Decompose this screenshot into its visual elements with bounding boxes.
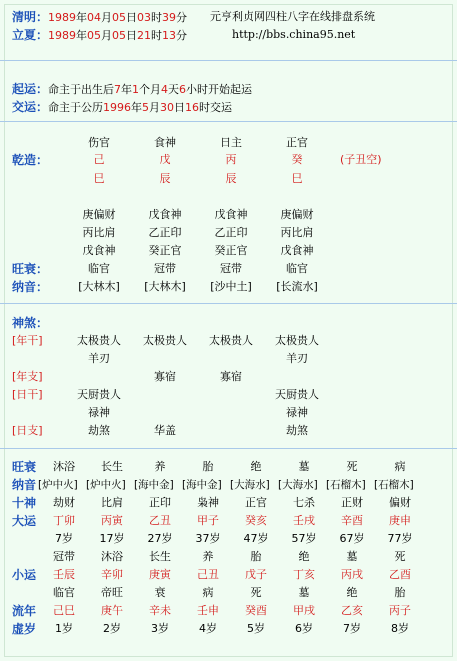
dayun-changsheng: 胎 [250, 550, 262, 563]
bazi-wangshuai: 冠带 [220, 262, 242, 275]
dayun-changsheng: 死 [394, 550, 406, 563]
dayun-ganzhi: 辛酉 [341, 514, 363, 527]
shensha-item: 寡宿 [220, 370, 242, 383]
liunian-ganzhi: 癸酉 [245, 604, 267, 617]
dayun-ganzhi: 壬戌 [293, 514, 315, 527]
value-text: 月 [101, 11, 113, 24]
value-number: 1 [132, 83, 140, 96]
nian-zhi-label: [年支] [12, 370, 43, 383]
xiaoyun-sub: 墓 [298, 586, 310, 599]
nian-gan-label: [年干] [12, 334, 43, 347]
xusui-age: 1岁 [55, 622, 73, 635]
bazi-label: 乾造： [12, 153, 49, 167]
xiaoyun-ganzhi: 庚寅 [149, 568, 171, 581]
value-number: 7 [114, 83, 122, 96]
dayun-age: 37岁 [195, 532, 221, 545]
shensha-item: 华盖 [154, 424, 176, 437]
value-number: 04 [87, 11, 102, 24]
dayun-nayin: [炉中火] [38, 479, 78, 491]
xiaoyun-sub: 死 [250, 586, 262, 599]
value-text: 年 [76, 11, 88, 24]
xiaoyun-ganzhi: 壬辰 [53, 568, 75, 581]
value-number: 13 [162, 29, 177, 42]
bazi-canggan: 戊食神 [280, 244, 314, 257]
shensha-item: 羊刃 [286, 352, 308, 365]
shensha-item: 太极贵人 [143, 334, 187, 347]
xusui-age: 4岁 [199, 622, 217, 635]
value-text: 时交运 [199, 101, 233, 114]
shensha-item: 劫煞 [88, 424, 110, 437]
shensha-item: 寡宿 [154, 370, 176, 383]
xiaoyun-ganzhi: 己丑 [197, 568, 219, 581]
bazi-canggan: 丙比肩 [82, 226, 116, 239]
dayun-wangshuai: 养 [154, 460, 166, 473]
dayun-ganzhi: 癸亥 [245, 514, 267, 527]
dayun-shishen: 正财 [341, 496, 363, 509]
bazi-zhi: 巳 [93, 172, 105, 185]
dayun-nayin: [石榴木] [374, 479, 414, 491]
xusui-age: 3岁 [151, 622, 169, 635]
dayun-age: 17岁 [99, 532, 125, 545]
value-text: 年 [76, 29, 88, 42]
xiaoyun-ganzhi: 戊子 [245, 568, 267, 581]
shensha-item: 太极贵人 [209, 334, 253, 347]
ri-zhi-label: [日支] [12, 424, 43, 437]
dayun-nayin: [海中金] [182, 479, 222, 491]
bazi-canggan: 乙正印 [148, 226, 182, 239]
dayun-ganzhi: 甲子 [197, 514, 219, 527]
xusui-age: 7岁 [343, 622, 361, 635]
bazi-canggan: 戊食神 [148, 208, 182, 221]
value-number: 1989 [48, 11, 77, 24]
lixia-time [48, 29, 187, 42]
liunian-ganzhi: 辛未 [149, 604, 171, 617]
dayun-shishen: 正印 [149, 496, 171, 509]
bazi-zhi: 辰 [225, 172, 237, 185]
dayun-nayin: [海中金] [134, 479, 174, 491]
value-text: 命主于公历 [48, 101, 104, 114]
dayun-wangshuai: 墓 [298, 460, 310, 473]
value-text: 时 [151, 29, 163, 42]
dayun-wangshuai: 死 [346, 460, 358, 473]
dayun-changsheng: 长生 [149, 550, 171, 563]
site-url[interactable]: http://bbs.china95.net [232, 28, 356, 41]
xiaoyun-ganzhi: 丁亥 [293, 568, 315, 581]
ri-gan-label: [日干] [12, 388, 43, 401]
bazi-wangshuai: 临官 [286, 262, 308, 275]
dayun-nayin: [大海水] [230, 479, 270, 491]
dayun-nayin: [大海水] [278, 479, 318, 491]
value-number: 39 [162, 11, 177, 24]
bazi-shishen: 日主 [220, 136, 242, 149]
shensha-item: 太极贵人 [77, 334, 121, 347]
xusui-age: 2岁 [103, 622, 121, 635]
value-number: 05 [87, 29, 102, 42]
dayun-age: 67岁 [339, 532, 365, 545]
value-number: 05 [112, 11, 127, 24]
xusui-age: 5岁 [247, 622, 265, 635]
site-title: 元亨利贞网四柱八字在线排盘系统 [210, 10, 375, 23]
value-text: 年 [131, 101, 143, 114]
bazi-canggan: 戊食神 [214, 208, 248, 221]
dayun-ganzhi: 乙丑 [149, 514, 171, 527]
value-text: 分 [176, 11, 188, 24]
dayun-wangshuai: 沐浴 [53, 460, 75, 473]
bazi-zhi: 辰 [159, 172, 171, 185]
row-label: 虚岁 [12, 622, 37, 636]
dayun-wangshuai: 长生 [101, 460, 123, 473]
shensha-title: 神煞： [12, 316, 49, 330]
value-number: 1996 [103, 101, 132, 114]
bazi-canggan: 癸正官 [148, 244, 182, 257]
row-label: 大运 [12, 514, 37, 528]
qiyun-text [48, 83, 252, 96]
wangshuai-label: 旺衰： [12, 262, 49, 276]
xiaoyun-sub: 病 [202, 586, 214, 599]
value-text: 日 [174, 101, 186, 114]
dayun-changsheng: 沐浴 [101, 550, 123, 563]
kongwang: (子丑空) [340, 153, 382, 166]
dayun-age: 7岁 [55, 532, 73, 545]
value-number: 21 [137, 29, 152, 42]
value-text: 命主于出生后 [48, 83, 115, 96]
dayun-shishen: 正官 [245, 496, 267, 509]
bazi-wangshuai: 冠带 [154, 262, 176, 275]
dayun-changsheng: 养 [202, 550, 214, 563]
value-text: 日 [126, 11, 138, 24]
dayun-shishen: 比肩 [101, 496, 123, 509]
dayun-shishen: 枭神 [197, 496, 219, 509]
value-text: 天 [168, 83, 180, 96]
jiaoyun-text [48, 101, 232, 114]
qingming-label: 清明 [12, 10, 37, 24]
bazi-gan: 癸 [291, 153, 303, 166]
value-text: 个月 [139, 83, 162, 96]
xiaoyun-sub: 衰 [154, 586, 166, 599]
value-number: 6 [179, 83, 187, 96]
value-text: 日 [126, 29, 138, 42]
shensha-item: 羊刃 [88, 352, 110, 365]
value-number: 30 [160, 101, 175, 114]
dayun-shishen: 七杀 [293, 496, 315, 509]
value-text: 年 [121, 83, 133, 96]
dayun-changsheng: 冠带 [53, 550, 75, 563]
bazi-canggan: 庚偏财 [280, 208, 314, 221]
dayun-changsheng: 绝 [298, 550, 310, 563]
bazi-canggan: 丙比肩 [280, 226, 314, 239]
qiyun-row: 起运：命主于出生后7年1个月4天6小时开始起运 [12, 82, 253, 96]
jiaoyun-label: 交运 [12, 100, 37, 114]
value-text: 小时开始起运 [186, 83, 253, 96]
dayun-shishen: 偏财 [389, 496, 411, 509]
bazi-nayin: [大林木] [144, 280, 186, 293]
bazi-canggan: 庚偏财 [82, 208, 116, 221]
dayun-shishen: 劫财 [53, 496, 75, 509]
dayun-ganzhi: 丙寅 [101, 514, 123, 527]
separator [0, 60, 457, 61]
bazi-gan: 丙 [225, 153, 237, 166]
liunian-ganzhi: 庚午 [101, 604, 123, 617]
xiaoyun-sub: 帝旺 [101, 586, 123, 599]
dayun-changsheng: 墓 [346, 550, 358, 563]
xiaoyun-sub: 绝 [346, 586, 358, 599]
dayun-ganzhi: 丁卯 [53, 514, 75, 527]
dayun-age: 27岁 [147, 532, 173, 545]
value-number: 16 [185, 101, 200, 114]
value-text: 分 [176, 29, 188, 42]
bazi-zhi: 巳 [291, 172, 303, 185]
xusui-age: 6岁 [295, 622, 313, 635]
bazi-nayin: [大林木] [78, 280, 120, 293]
row-label: 十神 [12, 496, 37, 510]
shensha-item: 太极贵人 [275, 334, 319, 347]
separator [0, 121, 457, 122]
xiaoyun-ganzhi: 丙戌 [341, 568, 363, 581]
liunian-ganzhi: 己巳 [53, 604, 75, 617]
shensha-item: 天厨贵人 [275, 388, 319, 401]
liunian-ganzhi: 乙亥 [341, 604, 363, 617]
separator [0, 303, 457, 304]
row-label: 旺衰 [12, 460, 37, 474]
lixia-label: 立夏 [12, 28, 37, 42]
qingming-time [48, 11, 187, 24]
value-number: 5 [142, 101, 150, 114]
xusui-age: 8岁 [391, 622, 409, 635]
row-label: 流年 [12, 604, 37, 618]
value-number: 05 [112, 29, 127, 42]
xiaoyun-sub: 胎 [394, 586, 406, 599]
bazi-wangshuai: 临官 [88, 262, 110, 275]
dayun-nayin: [炉中火] [86, 479, 126, 491]
bazi-nayin: [长流水] [276, 280, 318, 293]
dayun-ganzhi: 庚申 [389, 514, 411, 527]
row-label: 纳音 [12, 478, 37, 492]
bazi-shishen: 正官 [286, 136, 308, 149]
liunian-ganzhi: 壬申 [197, 604, 219, 617]
qingming-row: 清明：1989年04月05日03时39分 [12, 10, 188, 24]
bazi-shishen: 伤官 [88, 136, 110, 149]
dayun-nayin: [石榴木] [326, 479, 366, 491]
nayin-label: 纳音： [12, 280, 49, 294]
value-text: 月 [101, 29, 113, 42]
lixia-row: 立夏：1989年05月05日21时13分 [12, 28, 188, 42]
liunian-ganzhi: 丙子 [389, 604, 411, 617]
jiaoyun-row: 交运：命主于公历1996年5月30日16时交运 [12, 100, 233, 114]
value-number: 1989 [48, 29, 77, 42]
shensha-item: 劫煞 [286, 424, 308, 437]
xiaoyun-ganzhi: 辛卯 [101, 568, 123, 581]
value-number: 03 [137, 11, 152, 24]
bazi-canggan: 癸正官 [214, 244, 248, 257]
value-text: 时 [151, 11, 163, 24]
shensha-item: 天厨贵人 [77, 388, 121, 401]
bazi-gan: 己 [93, 153, 105, 166]
bazi-nayin: [沙中土] [210, 280, 252, 293]
dayun-wangshuai: 胎 [202, 460, 214, 473]
shensha-item: 禄神 [88, 406, 110, 419]
bazi-shishen: 食神 [154, 136, 176, 149]
dayun-age: 57岁 [291, 532, 317, 545]
dayun-age: 77岁 [387, 532, 413, 545]
xiaoyun-ganzhi: 乙酉 [389, 568, 411, 581]
qiyun-label: 起运 [12, 82, 37, 96]
separator [0, 448, 457, 449]
value-text: 月 [149, 101, 161, 114]
xiaoyun-sub: 临官 [53, 586, 75, 599]
bazi-gan: 戊 [159, 153, 171, 166]
dayun-wangshuai: 病 [394, 460, 406, 473]
liunian-ganzhi: 甲戌 [293, 604, 315, 617]
bazi-canggan: 乙正印 [214, 226, 248, 239]
value-number: 4 [161, 83, 169, 96]
dayun-wangshuai: 绝 [250, 460, 262, 473]
bazi-canggan: 戊食神 [82, 244, 116, 257]
row-label: 小运 [12, 568, 37, 582]
dayun-age: 47岁 [243, 532, 269, 545]
shensha-item: 禄神 [286, 406, 308, 419]
